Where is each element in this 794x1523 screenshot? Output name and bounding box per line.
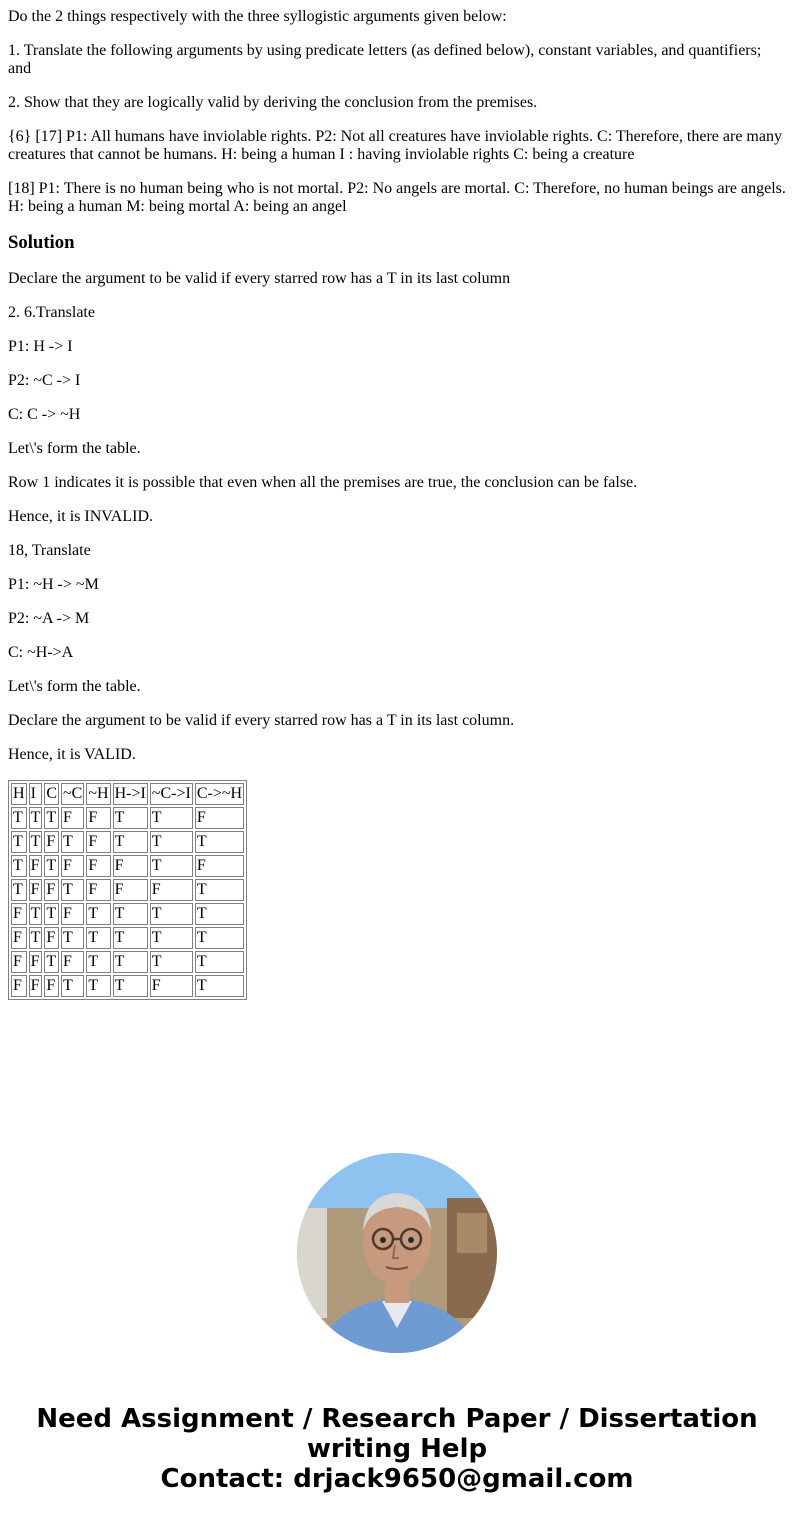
argument-17: {6} [17] P1: All humans have inviolable rights. P2: Not all creatures have inviolable rights. C: Therefore, there are many creatures that cannot be humans. H: being a human I : having inviolable rights C: being a creature (8, 128, 782, 163)
table-cell: T (195, 927, 244, 949)
solution-heading: Solution (8, 232, 75, 253)
table-cell: F (29, 879, 43, 901)
solution-line: Declare the argument to be valid if every starred row has a T in its last column. (8, 712, 515, 729)
table-cell: T (195, 831, 244, 853)
header-cell: ~C (61, 783, 84, 805)
solution-line: 18, Translate (8, 542, 91, 559)
table-cell: F (44, 975, 59, 997)
header-cell: H->I (113, 783, 148, 805)
intro-text: Do the 2 things respectively with the three syllogistic arguments given below: (8, 8, 507, 25)
table-cell: T (150, 903, 193, 925)
solution-line: Hence, it is INVALID. (8, 508, 154, 525)
solution-line: C: ~H->A (8, 644, 74, 661)
solution-line: Let\'s form the table. (8, 440, 141, 457)
table-cell: F (11, 903, 27, 925)
table-cell: T (11, 831, 27, 853)
contact-email: Contact: drjack9650@gmail.com (160, 1464, 634, 1494)
solution-line: Declare the argument to be valid if every starred row has a T in its last column (8, 270, 511, 287)
table-cell: T (29, 831, 43, 853)
table-row (11, 975, 244, 997)
table-cell: F (86, 879, 110, 901)
solution-line: P2: ~C -> I (8, 372, 81, 389)
table-cell: F (150, 879, 193, 901)
solution-line: C: C -> ~H (8, 406, 81, 423)
table-cell: T (44, 951, 59, 973)
table-cell: T (44, 807, 59, 829)
solution-line: Row 1 indicates it is possible that even when all the premises are true, the conclusion can be false. (8, 474, 638, 491)
truth-table-body (11, 807, 244, 997)
table-cell: T (113, 951, 148, 973)
table-cell: T (195, 903, 244, 925)
table-cell: T (150, 855, 193, 877)
table-row (11, 855, 244, 877)
table-cell: F (44, 879, 59, 901)
truth-table (8, 780, 247, 1000)
solution-line: P2: ~A -> M (8, 610, 90, 627)
table-row (11, 927, 244, 949)
contact-banner (0, 1404, 794, 1494)
cta-line: writing Help (306, 1434, 488, 1464)
table-cell: T (150, 951, 193, 973)
table-cell: T (44, 855, 59, 877)
header-cell: ~H (86, 783, 110, 805)
table-row (11, 831, 244, 853)
table-cell: T (195, 975, 244, 997)
table-cell: T (86, 975, 110, 997)
table-cell: F (11, 975, 27, 997)
table-cell: T (195, 879, 244, 901)
table-cell: T (61, 831, 84, 853)
table-cell: T (86, 951, 110, 973)
solution-line: 2. 6.Translate (8, 304, 95, 321)
table-row (11, 951, 244, 973)
table-cell: T (86, 927, 110, 949)
table-cell: F (195, 807, 244, 829)
table-cell: T (150, 831, 193, 853)
table-cell: F (61, 807, 84, 829)
table-cell: F (29, 975, 43, 997)
table-cell: T (44, 903, 59, 925)
solution-line: P1: H -> I (8, 338, 73, 355)
table-cell: T (11, 879, 27, 901)
table-cell: F (150, 975, 193, 997)
person-photo-icon (297, 1153, 497, 1353)
table-cell: T (113, 975, 148, 997)
table-cell: T (86, 903, 110, 925)
table-cell: F (11, 951, 27, 973)
solution-line: P1: ~H -> ~M (8, 576, 99, 593)
header-cell: I (29, 783, 43, 805)
argument-18: [18] P1: There is no human being who is not mortal. P2: No angels are mortal. C: Therefore, no human beings are angels. H: being a human M: being mortal A: being an angel (8, 180, 786, 215)
table-cell: T (61, 975, 84, 997)
table-row (11, 903, 244, 925)
table-cell: T (113, 927, 148, 949)
table-cell: F (29, 951, 43, 973)
table-cell: F (86, 807, 110, 829)
table-cell: T (150, 927, 193, 949)
table-cell: T (113, 807, 148, 829)
header-cell: H (11, 783, 27, 805)
solution-line: Hence, it is VALID. (8, 746, 136, 763)
table-cell: F (44, 927, 59, 949)
table-cell: T (195, 951, 244, 973)
table-cell: F (11, 927, 27, 949)
table-cell: F (61, 903, 84, 925)
table-cell: T (29, 927, 43, 949)
table-cell: T (113, 831, 148, 853)
task-1: 1. Translate the following arguments by using predicate letters (as defined below), constant variables, and quantifiers; and (8, 42, 762, 77)
table-cell: T (61, 879, 84, 901)
header-cell: C (44, 783, 59, 805)
avatar (297, 1153, 497, 1353)
table-cell: F (61, 951, 84, 973)
header-cell: C->~H (195, 783, 244, 805)
table-cell: T (29, 807, 43, 829)
table-cell: F (29, 855, 43, 877)
table-cell: T (113, 903, 148, 925)
table-cell: F (113, 879, 148, 901)
table-cell: F (113, 855, 148, 877)
cta-line: Need Assignment / Research Paper / Dissertation (36, 1404, 758, 1434)
solution-line: Let\'s form the table. (8, 678, 141, 695)
header-cell: ~C->I (150, 783, 193, 805)
table-row (11, 879, 244, 901)
table-cell: F (61, 855, 84, 877)
table-cell: T (61, 927, 84, 949)
table-cell: T (11, 807, 27, 829)
task-2: 2. Show that they are logically valid by deriving the conclusion from the premises. (8, 94, 538, 111)
table-cell: F (44, 831, 59, 853)
table-cell: F (195, 855, 244, 877)
table-cell: T (11, 855, 27, 877)
table-row (11, 807, 244, 829)
table-cell: F (86, 831, 110, 853)
table-cell: F (86, 855, 110, 877)
table-cell: T (29, 903, 43, 925)
truth-table-header-row (11, 783, 244, 805)
table-cell: T (150, 807, 193, 829)
